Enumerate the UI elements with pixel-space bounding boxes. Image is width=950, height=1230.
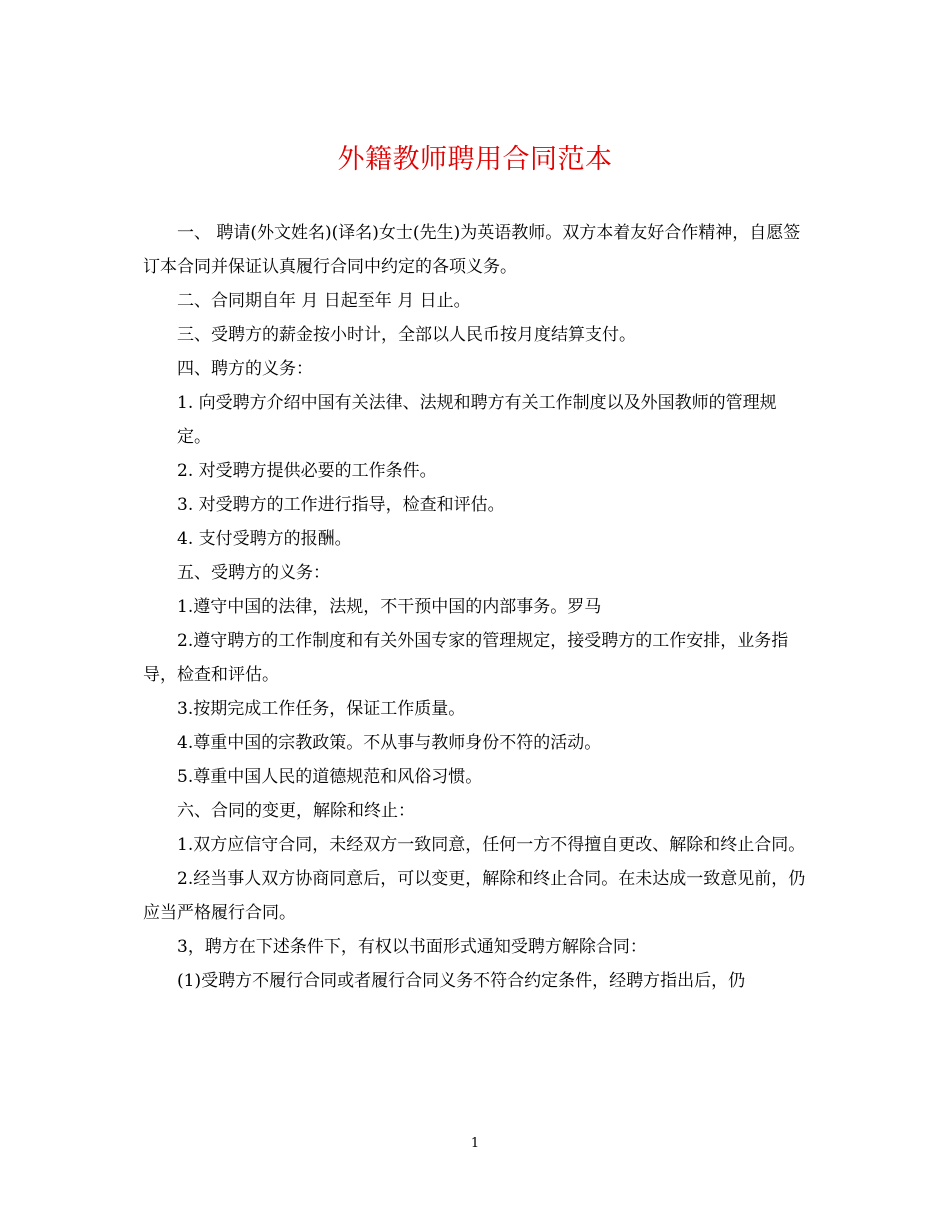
document-body (143, 216, 807, 998)
paragraph: 四、聘方的义务： (177, 359, 313, 379)
page-number: 1 (470, 1136, 480, 1151)
paragraph: 三、受聘方的薪金按小时计，全部以人民币按月度结算支付。 (177, 325, 636, 345)
list-item: 2.经当事人双方协商同意后，可以变更，解除和终止合同。在未达成一致意见前，仍应当严格履行合同。 (143, 869, 806, 923)
list-item: 5.尊重中国人民的道德规范和风俗习惯。 (177, 767, 483, 787)
list-item: (1)受聘方不履行合同或者履行合同义务不符合约定条件，经聘方指出后，仍 (177, 971, 746, 991)
document-title: 外籍教师聘用合同范本 (337, 144, 613, 175)
list-item: 1. 向受聘方介绍中国有关法律、法规和聘方有关工作制度以及外国教师的管理规定。 (177, 393, 777, 447)
list-item: 3，聘方在下述条件下，有权以书面形式通知受聘方解除合同： (177, 937, 647, 957)
list-item: 4. 支付受聘方的报酬。 (177, 529, 352, 549)
paragraph: 六、合同的变更，解除和终止： (177, 801, 415, 821)
list-item: 1.遵守中国的法律，法规，不干预中国的内部事务。罗马 (177, 597, 602, 617)
paragraph: 二、合同期自年 月 日起至年 月 日止。 (177, 291, 471, 311)
paragraph: 一、 聘请(外文姓名)(译名)女士(先生)为英语教师。双方本着友好合作精神，自愿签订本合同并保证认真履行合同中约定的各项义务。 (143, 223, 801, 277)
list-item: 2. 对受聘方提供必要的工作条件。 (177, 461, 437, 481)
list-item: 3.按期完成工作任务，保证工作质量。 (177, 699, 466, 719)
list-item: 3. 对受聘方的工作进行指导，检查和评估。 (177, 495, 505, 515)
list-item: 4.尊重中国的宗教政策。不从事与教师身份不符的活动。 (177, 733, 602, 753)
paragraph: 五、受聘方的义务： (177, 563, 330, 583)
list-item: 1.双方应信守合同，未经双方一致同意，任何一方不得擅自更改、解除和终止合同。 (177, 835, 806, 855)
list-item: 2.遵守聘方的工作制度和有关外国专家的管理规定，接受聘方的工作安排，业务指导，检查和评估。 (143, 631, 789, 685)
